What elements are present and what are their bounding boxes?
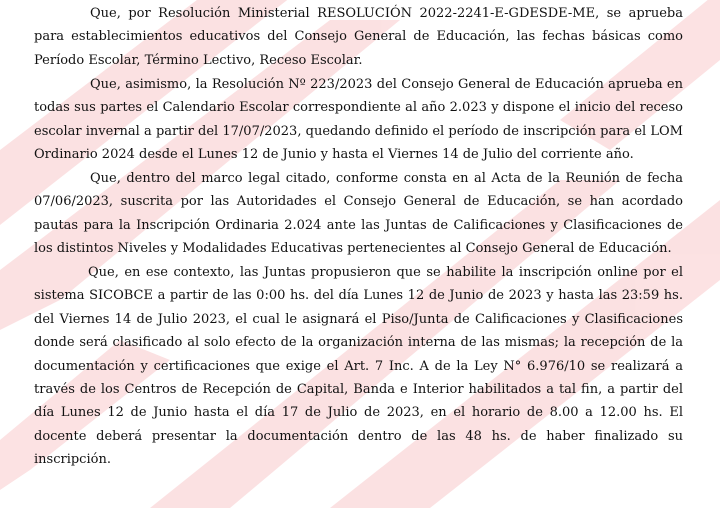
paragraph-resolucion-ministerial: Que, por Resolución Ministerial RESOLUCIÓN 2022-2241-E-GDESDE-ME, se aprueba para establecimientos educativos del Consejo General de Educación, las fechas básicas como Período Escolar, Término Lectivo, Receso Escolar. — [34, 6, 683, 68]
paragraph-acta-reunion: Que, dentro del marco legal citado, conforme consta en al Acta de la Reunión de fecha 07/06/2023, suscrita por las Autoridades el Consejo General de Educación, se han acordado pautas para la Inscripción Ordinaria 2.024 ante las Juntas de Calificaciones y Clasificaciones de los distintos Niveles y Modalidades Educativas pertenecientes al Consejo General de Educación. — [34, 170, 683, 257]
document-body — [34, 2, 683, 472]
paragraph-inscripcion-online: Que, en ese contexto, las Juntas propusieron que se habilite la inscripción online por el sistema SICOBCE a partir de las 0:00 hs. del día Lunes 12 de Junio de 2023 y hasta las 23:59 hs. del Viernes 14 de Julio 2023, el cual le asignará el Piso/Junta de Calificaciones y Clasificaciones donde será clasificado al solo efecto de la organización interna de las mismas; la recepción de la documentación y certificaciones que exige el Art. 7 Inc. A de la Ley N° 6.976/10 se realizará a través de los Centros de Recepción de Capital, Banda e Interior habilitados a tal fin, a partir del día Lunes 12 de Junio hasta el día 17 de Julio de 2023, en el horario de 8.00 a 12.00 hs. El docente deberá presentar la documentación dentro de las 48 hs. de haber finalizado su inscripción. — [34, 264, 683, 468]
paragraph-calendario-escolar: Que, asimismo, la Resolución Nº 223/2023 del Consejo General de Educación aprueba en todas sus partes el Calendario Escolar correspondiente al año 2.023 y dispone el inicio del receso escolar invernal a partir del 17/07/2023, quedando definido el período de inscripción para el LOM Ordinario 2024 desde el Lunes 12 de Junio y hasta el Viernes 14 de Julio del corriente año. — [34, 76, 683, 162]
